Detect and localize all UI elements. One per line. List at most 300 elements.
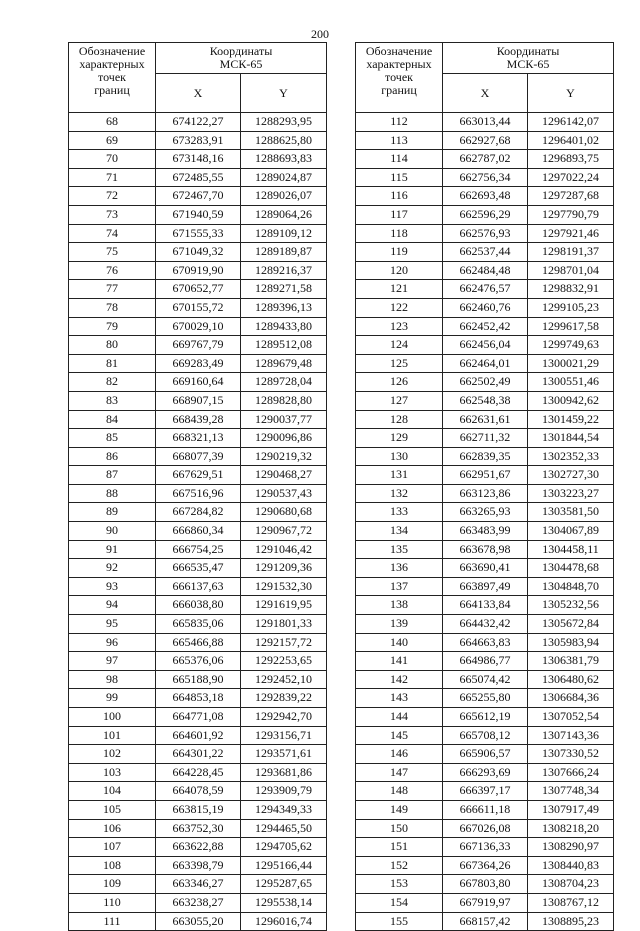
- y-coordinate-cell: 1308895,23: [528, 912, 614, 931]
- point-number-cell: 130: [356, 447, 443, 466]
- y-coordinate-cell: 1304067,89: [528, 522, 614, 541]
- point-number-cell: 138: [356, 596, 443, 615]
- x-coordinate-cell: 668321,13: [156, 429, 241, 448]
- x-coordinate-cell: 670652,77: [156, 280, 241, 299]
- x-coordinate-cell: 665376,06: [156, 652, 241, 671]
- x-coordinate-cell: 670919,90: [156, 261, 241, 280]
- y-coordinate-cell: 1298832,91: [528, 280, 614, 299]
- table-row: [69, 540, 327, 559]
- point-number-cell: 113: [356, 131, 443, 150]
- table-row: [69, 875, 327, 894]
- x-coordinate-cell: 664228,45: [156, 763, 241, 782]
- table-row: [356, 224, 614, 243]
- point-number-cell: 129: [356, 429, 443, 448]
- table-row: [356, 280, 614, 299]
- point-number-cell: 70: [69, 150, 156, 169]
- table-row: [356, 670, 614, 689]
- table-row: [69, 633, 327, 652]
- point-number-cell: 147: [356, 763, 443, 782]
- y-coordinate-cell: 1298701,04: [528, 261, 614, 280]
- table-row: [356, 484, 614, 503]
- x-coordinate-cell: 662460,76: [443, 298, 528, 317]
- table-row: [69, 503, 327, 522]
- y-coordinate-cell: 1297287,68: [528, 187, 614, 206]
- x-coordinate-cell: 662951,67: [443, 466, 528, 485]
- y-coordinate-cell: 1308704,23: [528, 875, 614, 894]
- x-coordinate-cell: 663897,49: [443, 577, 528, 596]
- point-number-cell: 144: [356, 708, 443, 727]
- y-coordinate-cell: 1296893,75: [528, 150, 614, 169]
- table-row: [69, 261, 327, 280]
- x-coordinate-cell: 667284,82: [156, 503, 241, 522]
- x-column-header: X: [156, 74, 241, 113]
- table-row: [356, 168, 614, 187]
- point-number-cell: 118: [356, 224, 443, 243]
- y-coordinate-cell: 1289109,12: [241, 224, 327, 243]
- y-coordinate-cell: 1307917,49: [528, 800, 614, 819]
- table-row: [69, 912, 327, 931]
- point-number-cell: 74: [69, 224, 156, 243]
- point-number-cell: 75: [69, 243, 156, 262]
- table-row: [69, 782, 327, 801]
- table-row: [69, 745, 327, 764]
- x-coordinate-cell: 667364,26: [443, 856, 528, 875]
- x-coordinate-cell: 664078,59: [156, 782, 241, 801]
- table-row: [356, 875, 614, 894]
- y-coordinate-cell: 1290468,27: [241, 466, 327, 485]
- point-label-header: Обозначение характерных точек границ: [69, 43, 156, 113]
- y-coordinate-cell: 1289024,87: [241, 168, 327, 187]
- point-number-cell: 120: [356, 261, 443, 280]
- point-number-cell: 84: [69, 410, 156, 429]
- y-coordinate-cell: 1305232,56: [528, 596, 614, 615]
- y-coordinate-cell: 1293156,71: [241, 726, 327, 745]
- table-row: [69, 373, 327, 392]
- point-number-cell: 80: [69, 336, 156, 355]
- point-number-cell: 109: [69, 875, 156, 894]
- y-coordinate-cell: 1308767,12: [528, 893, 614, 912]
- y-coordinate-cell: 1293909,79: [241, 782, 327, 801]
- y-coordinate-cell: 1290219,32: [241, 447, 327, 466]
- x-column-header: X: [443, 74, 528, 113]
- table-row: [69, 466, 327, 485]
- y-coordinate-cell: 1302727,30: [528, 466, 614, 485]
- y-coordinate-cell: 1307143,36: [528, 726, 614, 745]
- y-coordinate-cell: 1307330,52: [528, 745, 614, 764]
- table-row: [69, 819, 327, 838]
- x-coordinate-cell: 662787,02: [443, 150, 528, 169]
- table-row: [69, 168, 327, 187]
- x-coordinate-cell: 671049,32: [156, 243, 241, 262]
- table-row: [356, 689, 614, 708]
- point-number-cell: 117: [356, 205, 443, 224]
- x-coordinate-cell: 663483,99: [443, 522, 528, 541]
- x-coordinate-cell: 663123,86: [443, 484, 528, 503]
- x-coordinate-cell: 663346,27: [156, 875, 241, 894]
- point-number-cell: 108: [69, 856, 156, 875]
- y-coordinate-cell: 1304458,11: [528, 540, 614, 559]
- y-coordinate-cell: 1308290,97: [528, 838, 614, 857]
- x-coordinate-cell: 668439,28: [156, 410, 241, 429]
- table-row: [69, 800, 327, 819]
- point-number-cell: 143: [356, 689, 443, 708]
- point-number-cell: 150: [356, 819, 443, 838]
- x-coordinate-cell: 664771,08: [156, 708, 241, 727]
- table-row: [69, 187, 327, 206]
- y-coordinate-cell: 1296142,07: [528, 113, 614, 132]
- point-number-cell: 81: [69, 354, 156, 373]
- table-row: [356, 856, 614, 875]
- point-number-cell: 133: [356, 503, 443, 522]
- y-coordinate-cell: 1308218,20: [528, 819, 614, 838]
- point-number-cell: 97: [69, 652, 156, 671]
- table-row: [69, 596, 327, 615]
- table-row: [69, 838, 327, 857]
- point-number-cell: 132: [356, 484, 443, 503]
- y-coordinate-cell: 1295287,65: [241, 875, 327, 894]
- x-coordinate-cell: 663265,93: [443, 503, 528, 522]
- y-coordinate-cell: 1304848,70: [528, 577, 614, 596]
- point-number-cell: 91: [69, 540, 156, 559]
- table-row: [356, 336, 614, 355]
- y-coordinate-cell: 1290680,68: [241, 503, 327, 522]
- table-row: [69, 410, 327, 429]
- table-row: [356, 838, 614, 857]
- y-coordinate-cell: 1299617,58: [528, 317, 614, 336]
- point-number-cell: 121: [356, 280, 443, 299]
- x-coordinate-cell: 663238,27: [156, 893, 241, 912]
- point-number-cell: 116: [356, 187, 443, 206]
- x-coordinate-cell: 665708,12: [443, 726, 528, 745]
- x-coordinate-cell: 672467,70: [156, 187, 241, 206]
- y-coordinate-cell: 1288693,83: [241, 150, 327, 169]
- table-row: [69, 336, 327, 355]
- y-coordinate-cell: 1292942,70: [241, 708, 327, 727]
- table-row: [356, 577, 614, 596]
- point-number-cell: 68: [69, 113, 156, 132]
- point-number-cell: 104: [69, 782, 156, 801]
- y-coordinate-cell: 1297022,24: [528, 168, 614, 187]
- y-coordinate-cell: 1299105,23: [528, 298, 614, 317]
- x-coordinate-cell: 670155,72: [156, 298, 241, 317]
- table-row: [69, 615, 327, 634]
- point-number-cell: 114: [356, 150, 443, 169]
- point-number-cell: 148: [356, 782, 443, 801]
- y-coordinate-cell: 1296016,74: [241, 912, 327, 931]
- table-row: [356, 391, 614, 410]
- point-number-cell: 152: [356, 856, 443, 875]
- x-coordinate-cell: 662631,61: [443, 410, 528, 429]
- table-row: [356, 596, 614, 615]
- table-row: [356, 819, 614, 838]
- table-row: [69, 708, 327, 727]
- x-coordinate-cell: 671940,59: [156, 205, 241, 224]
- y-coordinate-cell: 1289396,13: [241, 298, 327, 317]
- point-number-cell: 141: [356, 652, 443, 671]
- table-row: [69, 856, 327, 875]
- y-coordinate-cell: 1295538,14: [241, 893, 327, 912]
- table-row: [356, 131, 614, 150]
- point-number-cell: 145: [356, 726, 443, 745]
- table-row: [69, 113, 327, 132]
- x-coordinate-cell: 666611,18: [443, 800, 528, 819]
- x-coordinate-cell: 662464,01: [443, 354, 528, 373]
- x-coordinate-cell: 668077,39: [156, 447, 241, 466]
- x-coordinate-cell: 662596,29: [443, 205, 528, 224]
- x-coordinate-cell: 667516,96: [156, 484, 241, 503]
- x-coordinate-cell: 668907,15: [156, 391, 241, 410]
- table-row: [356, 782, 614, 801]
- y-coordinate-cell: 1301459,22: [528, 410, 614, 429]
- table-row: [69, 317, 327, 336]
- y-coordinate-cell: 1303581,50: [528, 503, 614, 522]
- x-coordinate-cell: 662576,93: [443, 224, 528, 243]
- y-coordinate-cell: 1296401,02: [528, 131, 614, 150]
- y-coordinate-cell: 1291046,42: [241, 540, 327, 559]
- point-number-cell: 79: [69, 317, 156, 336]
- x-coordinate-cell: 663815,19: [156, 800, 241, 819]
- y-coordinate-cell: 1289216,37: [241, 261, 327, 280]
- y-coordinate-cell: 1294349,33: [241, 800, 327, 819]
- table-row: [69, 522, 327, 541]
- y-coordinate-cell: 1305983,94: [528, 633, 614, 652]
- point-number-cell: 71: [69, 168, 156, 187]
- y-coordinate-cell: 1291532,30: [241, 577, 327, 596]
- point-number-cell: 107: [69, 838, 156, 857]
- y-coordinate-cell: 1292839,22: [241, 689, 327, 708]
- point-number-cell: 102: [69, 745, 156, 764]
- point-number-cell: 128: [356, 410, 443, 429]
- x-coordinate-cell: 665835,06: [156, 615, 241, 634]
- y-coordinate-cell: 1292157,72: [241, 633, 327, 652]
- y-coordinate-cell: 1299749,63: [528, 336, 614, 355]
- x-coordinate-cell: 662476,57: [443, 280, 528, 299]
- point-number-cell: 136: [356, 559, 443, 578]
- point-number-cell: 87: [69, 466, 156, 485]
- y-coordinate-cell: 1289271,58: [241, 280, 327, 299]
- y-coordinate-cell: 1289728,04: [241, 373, 327, 392]
- y-coordinate-cell: 1301844,54: [528, 429, 614, 448]
- point-number-cell: 146: [356, 745, 443, 764]
- coordinates-header: Координаты МСК-65: [443, 43, 614, 74]
- x-coordinate-cell: 663055,20: [156, 912, 241, 931]
- x-coordinate-cell: 668157,42: [443, 912, 528, 931]
- y-coordinate-cell: 1298191,37: [528, 243, 614, 262]
- table-row: [356, 466, 614, 485]
- table-row: [69, 354, 327, 373]
- table-row: [69, 298, 327, 317]
- y-coordinate-cell: 1306480,62: [528, 670, 614, 689]
- y-coordinate-cell: 1304478,68: [528, 559, 614, 578]
- point-number-cell: 78: [69, 298, 156, 317]
- table-row: [356, 354, 614, 373]
- point-number-cell: 99: [69, 689, 156, 708]
- table-row: [356, 205, 614, 224]
- point-number-cell: 83: [69, 391, 156, 410]
- point-number-cell: 115: [356, 168, 443, 187]
- point-number-cell: 72: [69, 187, 156, 206]
- point-number-cell: 154: [356, 893, 443, 912]
- x-coordinate-cell: 662548,38: [443, 391, 528, 410]
- x-coordinate-cell: 662456,04: [443, 336, 528, 355]
- y-coordinate-cell: 1293571,61: [241, 745, 327, 764]
- x-coordinate-cell: 667919,97: [443, 893, 528, 912]
- table-row: [356, 261, 614, 280]
- table-row: [69, 763, 327, 782]
- coordinates-table-right: [355, 42, 614, 931]
- x-coordinate-cell: 667803,80: [443, 875, 528, 894]
- table-row: [69, 280, 327, 299]
- table-row: [356, 113, 614, 132]
- x-coordinate-cell: 663013,44: [443, 113, 528, 132]
- x-coordinate-cell: 667629,51: [156, 466, 241, 485]
- x-coordinate-cell: 664601,92: [156, 726, 241, 745]
- table-row: [69, 652, 327, 671]
- x-coordinate-cell: 662693,48: [443, 187, 528, 206]
- point-number-cell: 131: [356, 466, 443, 485]
- y-coordinate-cell: 1288293,95: [241, 113, 327, 132]
- y-coordinate-cell: 1307666,24: [528, 763, 614, 782]
- point-number-cell: 77: [69, 280, 156, 299]
- point-number-cell: 94: [69, 596, 156, 615]
- x-coordinate-cell: 662484,48: [443, 261, 528, 280]
- page-number: 200: [311, 27, 329, 41]
- y-coordinate-cell: 1306684,36: [528, 689, 614, 708]
- x-coordinate-cell: 665466,88: [156, 633, 241, 652]
- y-coordinate-cell: 1289064,26: [241, 205, 327, 224]
- table-row: [356, 615, 614, 634]
- point-number-cell: 101: [69, 726, 156, 745]
- table-row: [69, 131, 327, 150]
- table-row: [69, 429, 327, 448]
- point-number-cell: 137: [356, 577, 443, 596]
- point-number-cell: 149: [356, 800, 443, 819]
- table-row: [356, 503, 614, 522]
- point-number-cell: 140: [356, 633, 443, 652]
- x-coordinate-cell: 663690,41: [443, 559, 528, 578]
- x-coordinate-cell: 664853,18: [156, 689, 241, 708]
- point-number-cell: 88: [69, 484, 156, 503]
- table-row: [356, 745, 614, 764]
- x-coordinate-cell: 673283,91: [156, 131, 241, 150]
- point-number-cell: 86: [69, 447, 156, 466]
- point-number-cell: 89: [69, 503, 156, 522]
- point-number-cell: 82: [69, 373, 156, 392]
- table-row: [69, 689, 327, 708]
- x-coordinate-cell: 662756,34: [443, 168, 528, 187]
- y-coordinate-cell: 1291619,95: [241, 596, 327, 615]
- y-coordinate-cell: 1292253,65: [241, 652, 327, 671]
- table-row: [356, 763, 614, 782]
- table-row: [69, 447, 327, 466]
- point-number-cell: 73: [69, 205, 156, 224]
- y-coordinate-cell: 1291209,36: [241, 559, 327, 578]
- y-coordinate-cell: 1308440,83: [528, 856, 614, 875]
- table-row: [356, 800, 614, 819]
- y-coordinate-cell: 1291801,33: [241, 615, 327, 634]
- y-coordinate-cell: 1303223,27: [528, 484, 614, 503]
- point-number-cell: 69: [69, 131, 156, 150]
- table-row: [356, 243, 614, 262]
- table-row: [69, 224, 327, 243]
- table-row: [356, 150, 614, 169]
- x-coordinate-cell: 665255,80: [443, 689, 528, 708]
- y-coordinate-cell: 1297790,79: [528, 205, 614, 224]
- point-number-cell: 105: [69, 800, 156, 819]
- table-row: [356, 187, 614, 206]
- y-coordinate-cell: 1305672,84: [528, 615, 614, 634]
- x-coordinate-cell: 666535,47: [156, 559, 241, 578]
- x-coordinate-cell: 667026,08: [443, 819, 528, 838]
- point-number-cell: 111: [69, 912, 156, 931]
- point-number-cell: 98: [69, 670, 156, 689]
- y-coordinate-cell: 1288625,80: [241, 131, 327, 150]
- y-coordinate-cell: 1289512,08: [241, 336, 327, 355]
- y-coordinate-cell: 1289189,87: [241, 243, 327, 262]
- x-coordinate-cell: 663752,30: [156, 819, 241, 838]
- point-number-cell: 110: [69, 893, 156, 912]
- y-column-header: Y: [241, 74, 327, 113]
- point-number-cell: 124: [356, 336, 443, 355]
- x-coordinate-cell: 665612,19: [443, 708, 528, 727]
- table-row: [69, 670, 327, 689]
- point-number-cell: 122: [356, 298, 443, 317]
- x-coordinate-cell: 669767,79: [156, 336, 241, 355]
- point-number-cell: 100: [69, 708, 156, 727]
- table-row: [356, 373, 614, 392]
- x-coordinate-cell: 670029,10: [156, 317, 241, 336]
- point-number-cell: 85: [69, 429, 156, 448]
- y-coordinate-cell: 1290096,86: [241, 429, 327, 448]
- y-coordinate-cell: 1306381,79: [528, 652, 614, 671]
- point-number-cell: 153: [356, 875, 443, 894]
- x-coordinate-cell: 663398,79: [156, 856, 241, 875]
- y-coordinate-cell: 1290967,72: [241, 522, 327, 541]
- table-row: [69, 559, 327, 578]
- point-number-cell: 155: [356, 912, 443, 931]
- x-coordinate-cell: 662537,44: [443, 243, 528, 262]
- y-coordinate-cell: 1295166,44: [241, 856, 327, 875]
- point-number-cell: 106: [69, 819, 156, 838]
- point-number-cell: 96: [69, 633, 156, 652]
- x-coordinate-cell: 662839,35: [443, 447, 528, 466]
- point-number-cell: 135: [356, 540, 443, 559]
- point-number-cell: 123: [356, 317, 443, 336]
- table-row: [356, 633, 614, 652]
- coordinates-header: Координаты МСК-65: [156, 43, 327, 74]
- point-number-cell: 134: [356, 522, 443, 541]
- y-coordinate-cell: 1289026,07: [241, 187, 327, 206]
- table-row: [356, 912, 614, 931]
- point-number-cell: 93: [69, 577, 156, 596]
- y-coordinate-cell: 1300942,62: [528, 391, 614, 410]
- x-coordinate-cell: 666293,69: [443, 763, 528, 782]
- y-coordinate-cell: 1290037,77: [241, 410, 327, 429]
- point-number-cell: 139: [356, 615, 443, 634]
- x-coordinate-cell: 664133,84: [443, 596, 528, 615]
- x-coordinate-cell: 666754,25: [156, 540, 241, 559]
- x-coordinate-cell: 671555,33: [156, 224, 241, 243]
- y-column-header: Y: [528, 74, 614, 113]
- x-coordinate-cell: 666137,63: [156, 577, 241, 596]
- x-coordinate-cell: 664301,22: [156, 745, 241, 764]
- y-coordinate-cell: 1293681,86: [241, 763, 327, 782]
- point-number-cell: 125: [356, 354, 443, 373]
- x-coordinate-cell: 664986,77: [443, 652, 528, 671]
- table-row: [356, 317, 614, 336]
- point-number-cell: 112: [356, 113, 443, 132]
- y-coordinate-cell: 1294465,50: [241, 819, 327, 838]
